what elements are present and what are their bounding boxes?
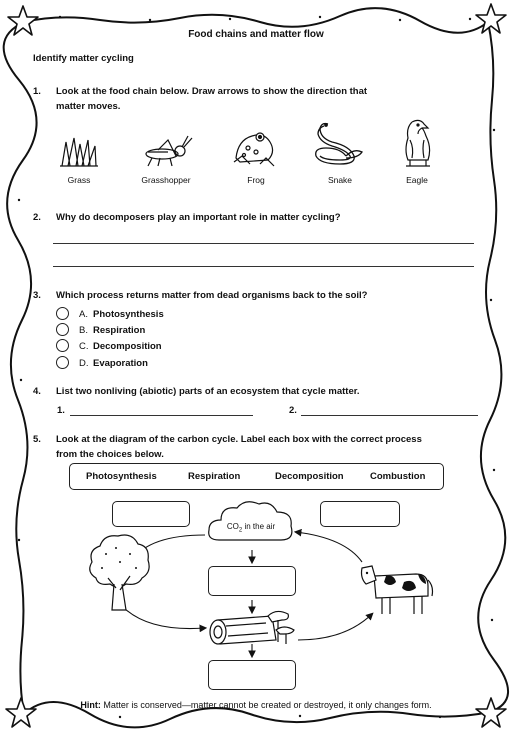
q1-number: 1. [33, 86, 41, 97]
choice-combustion: Combustion [370, 471, 426, 482]
option-c-letter: C. [79, 341, 89, 352]
option-c-label: Decomposition [93, 341, 162, 352]
q1-text-line2: matter moves. [56, 101, 121, 112]
choice-decomposition: Decomposition [275, 471, 344, 482]
grass-icon [58, 134, 100, 168]
organism-label-grasshopper: Grasshopper [141, 175, 191, 185]
frog-icon [230, 128, 282, 168]
snake-icon [310, 118, 368, 168]
choice-photosynthesis: Photosynthesis [86, 471, 157, 482]
choice-respiration: Respiration [188, 471, 241, 482]
log-mushroom-icon [206, 610, 298, 648]
organism-label-frog: Frog [247, 175, 265, 185]
cloud-icon [205, 496, 297, 546]
section-heading: Identify matter cycling [33, 53, 134, 64]
eagle-icon [398, 118, 438, 168]
hint-text: Hint: Matter is conserved—matter cannot be created or destroyed, it only changes form. [80, 700, 432, 710]
option-c-radio[interactable] [56, 339, 69, 352]
q4-text: List two nonliving (abiotic) parts of an ecosystem that cycle matter. [56, 386, 360, 397]
q1-text-line1: Look at the food chain below. Draw arrows to show the direction that [56, 86, 368, 97]
answer-line-2[interactable] [301, 415, 478, 416]
option-d-label: Evaporation [93, 358, 148, 369]
page-title: Food chains and matter flow [188, 29, 324, 40]
q2-text: Why do decomposers play an important role in matter cycling? [56, 212, 341, 223]
blank-2-number: 2. [289, 405, 297, 416]
answer-line[interactable] [53, 243, 474, 244]
cloud-label: $CO_2$ in the air [226, 522, 276, 534]
process-label-box-3[interactable] [208, 566, 296, 596]
option-b-label: Respiration [93, 325, 146, 336]
blank-1-number: 1. [57, 405, 65, 416]
organism-label-eagle: Eagle [406, 175, 428, 185]
option-b-radio[interactable] [56, 323, 69, 336]
option-a-letter: A. [79, 309, 88, 320]
q5-text-line2: from the choices below. [56, 449, 164, 460]
q4-number: 4. [33, 386, 41, 397]
tree-icon [86, 532, 152, 612]
q5-text-line1: Look at the diagram of the carbon cycle. Label each box with the correct process [56, 434, 422, 445]
process-label-box-1[interactable] [112, 501, 190, 527]
option-b-letter: B. [79, 325, 88, 336]
answer-line-1[interactable] [70, 415, 253, 416]
process-label-box-4[interactable] [208, 660, 296, 690]
organism-label-snake: Snake [327, 175, 353, 185]
organism-label-grass: Grass [67, 175, 91, 185]
grasshopper-icon [138, 134, 194, 168]
option-d-radio[interactable] [56, 356, 69, 369]
q3-number: 3. [33, 290, 41, 301]
q3-text: Which process returns matter from dead organisms back to the soil? [56, 290, 368, 301]
process-label-box-2[interactable] [320, 501, 400, 527]
q2-number: 2. [33, 212, 41, 223]
option-a-label: Photosynthesis [93, 309, 164, 320]
cow-icon [358, 560, 434, 616]
option-d-letter: D. [79, 358, 89, 369]
q5-number: 5. [33, 434, 41, 445]
answer-line[interactable] [53, 266, 474, 267]
option-a-radio[interactable] [56, 307, 69, 320]
